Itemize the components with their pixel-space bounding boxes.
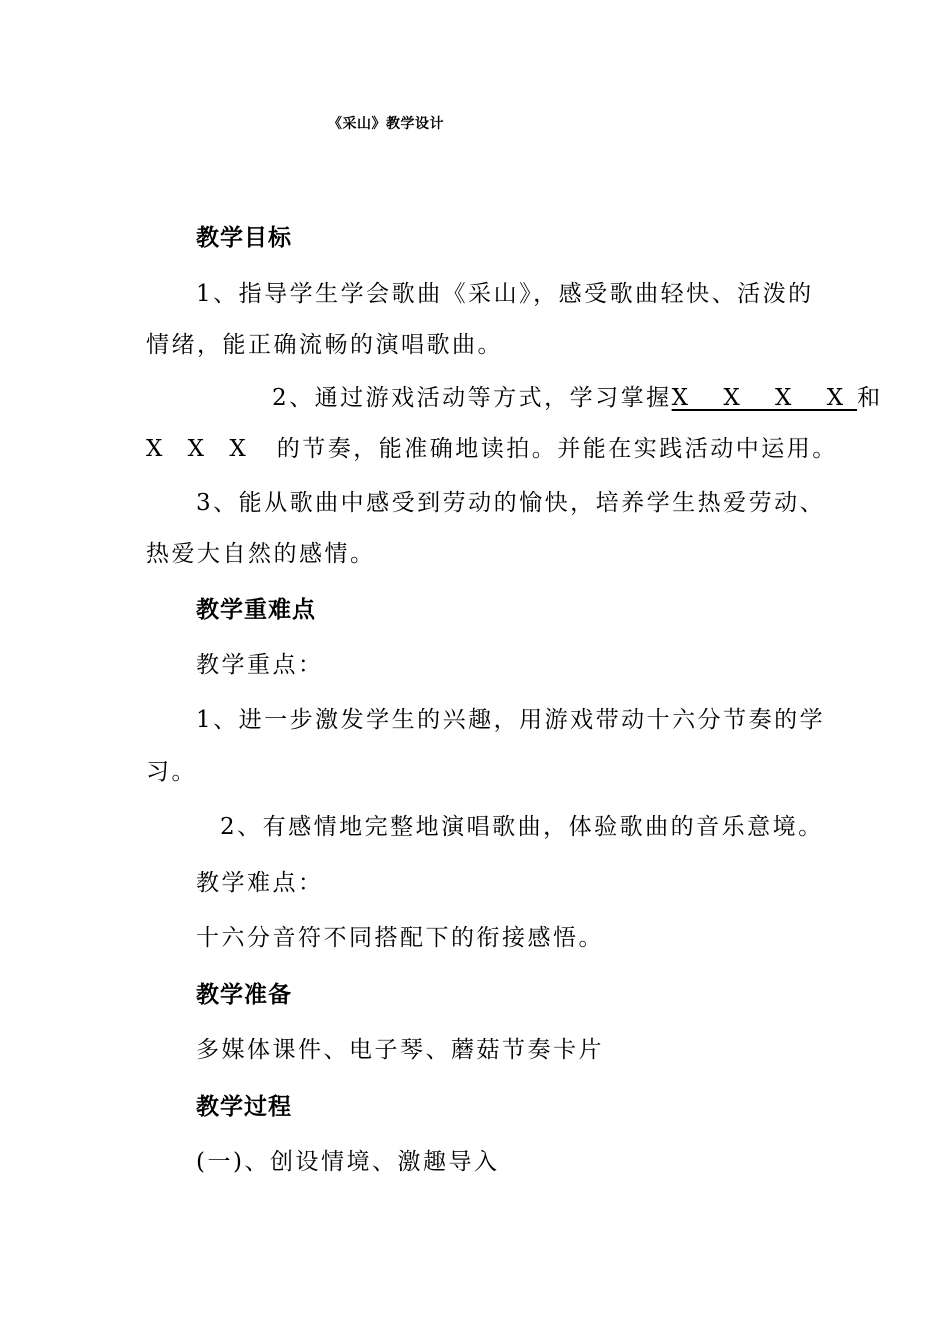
objective-2-prefix: 2、通过游戏活动等方式，学习掌握 [272,385,672,411]
difficulty-label: 教学难点： [196,870,324,896]
document-title: 《采山》教学设计 [328,116,444,132]
objective-2-suffix: 的节奏，能准确地读拍。并能在实践活动中运用。 [276,436,838,462]
section-heading-process: 教学过程 [196,1094,292,1120]
rhythm-pattern-xxx: X X X [146,436,255,462]
objective-2-conjunction: 和 [857,385,883,411]
rhythm-pattern-xxxx: X X X X [671,385,858,411]
focus-2: 2、有感情地完整地演唱歌曲，体验歌曲的音乐意境。 [220,814,824,840]
process-step-1: (一)、创设情境、激趣导入 [196,1149,500,1175]
difficulty-text: 十六分音符不同搭配下的衔接感悟。 [196,925,604,951]
focus-1-line-2: 习。 [146,759,197,785]
objective-1-line-2: 情绪，能正确流畅的演唱歌曲。 [146,332,503,358]
focus-1-line-1: 1、进一步激发学生的兴趣，用游戏带动十六分节奏的学 [196,707,826,733]
focus-label: 教学重点： [196,652,324,678]
objective-3-line-2: 热爱大自然的感情。 [146,541,376,567]
section-heading-objectives: 教学目标 [196,225,292,251]
objective-1-line-1: 1、指导学生学会歌曲《采山》，感受歌曲轻快、活泼的 [196,281,814,307]
objective-2-line-2 [146,434,838,464]
preparation-text: 多媒体课件、电子琴、蘑菇节奏卡片 [196,1037,604,1063]
objective-2-line-1 [272,383,883,413]
objective-3-line-1: 3、能从歌曲中感受到劳动的愉快，培养学生热爱劳动、 [196,490,826,516]
section-heading-preparation: 教学准备 [196,982,292,1008]
section-heading-key-points: 教学重难点 [196,597,316,623]
